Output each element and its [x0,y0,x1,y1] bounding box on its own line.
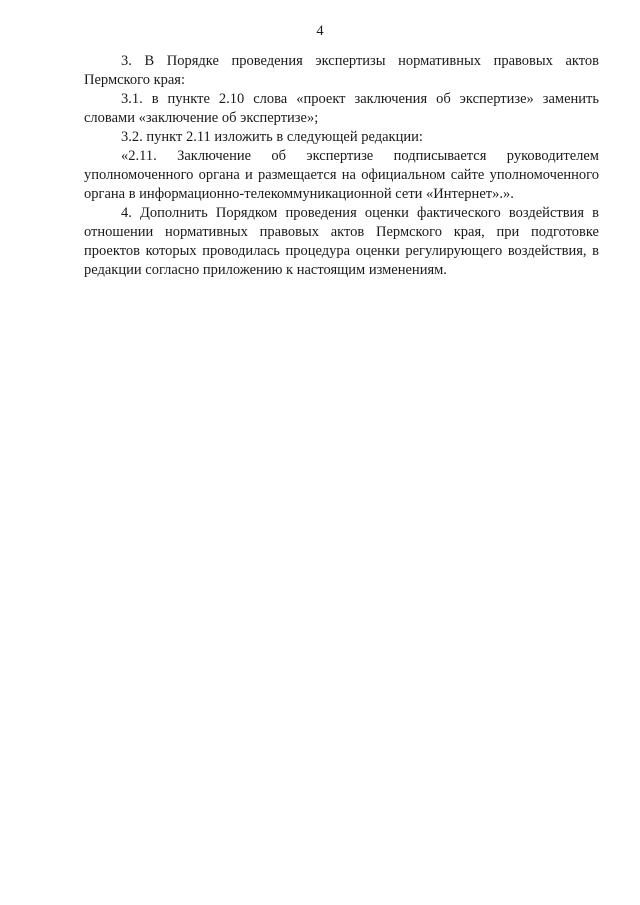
paragraph-item-3-2: 3.2. пункт 2.11 изложить в следующей редакции: [121,129,423,145]
paragraph-item-3-1: 3.1. в пункте 2.10 слова «проект заключения об экспертизе» заменить словами «заключение об экспертизе»; [84,91,599,126]
paragraph-item-4: 4. Дополнить Порядком проведения оценки фактического воздействия в отношении нормативных правовых актов Пермского края, при подготовке проектов которых проводилась процедура оценки регулирующего воздействия, в редакции согласно приложению к настоящим изменениям. [84,205,599,278]
paragraph-item-2-11-quote: «2.11. Заключение об экспертизе подписывается руководителем уполномоченного органа и размещается на официальном сайте уполномоченного органа в информационно-телекоммуникационной сети «Интернет».». [84,148,599,202]
document-body [84,52,599,280]
page-number: 4 [316,23,324,39]
paragraph-item-3: 3. В Порядке проведения экспертизы нормативных правовых актов Пермского края: [84,53,599,88]
